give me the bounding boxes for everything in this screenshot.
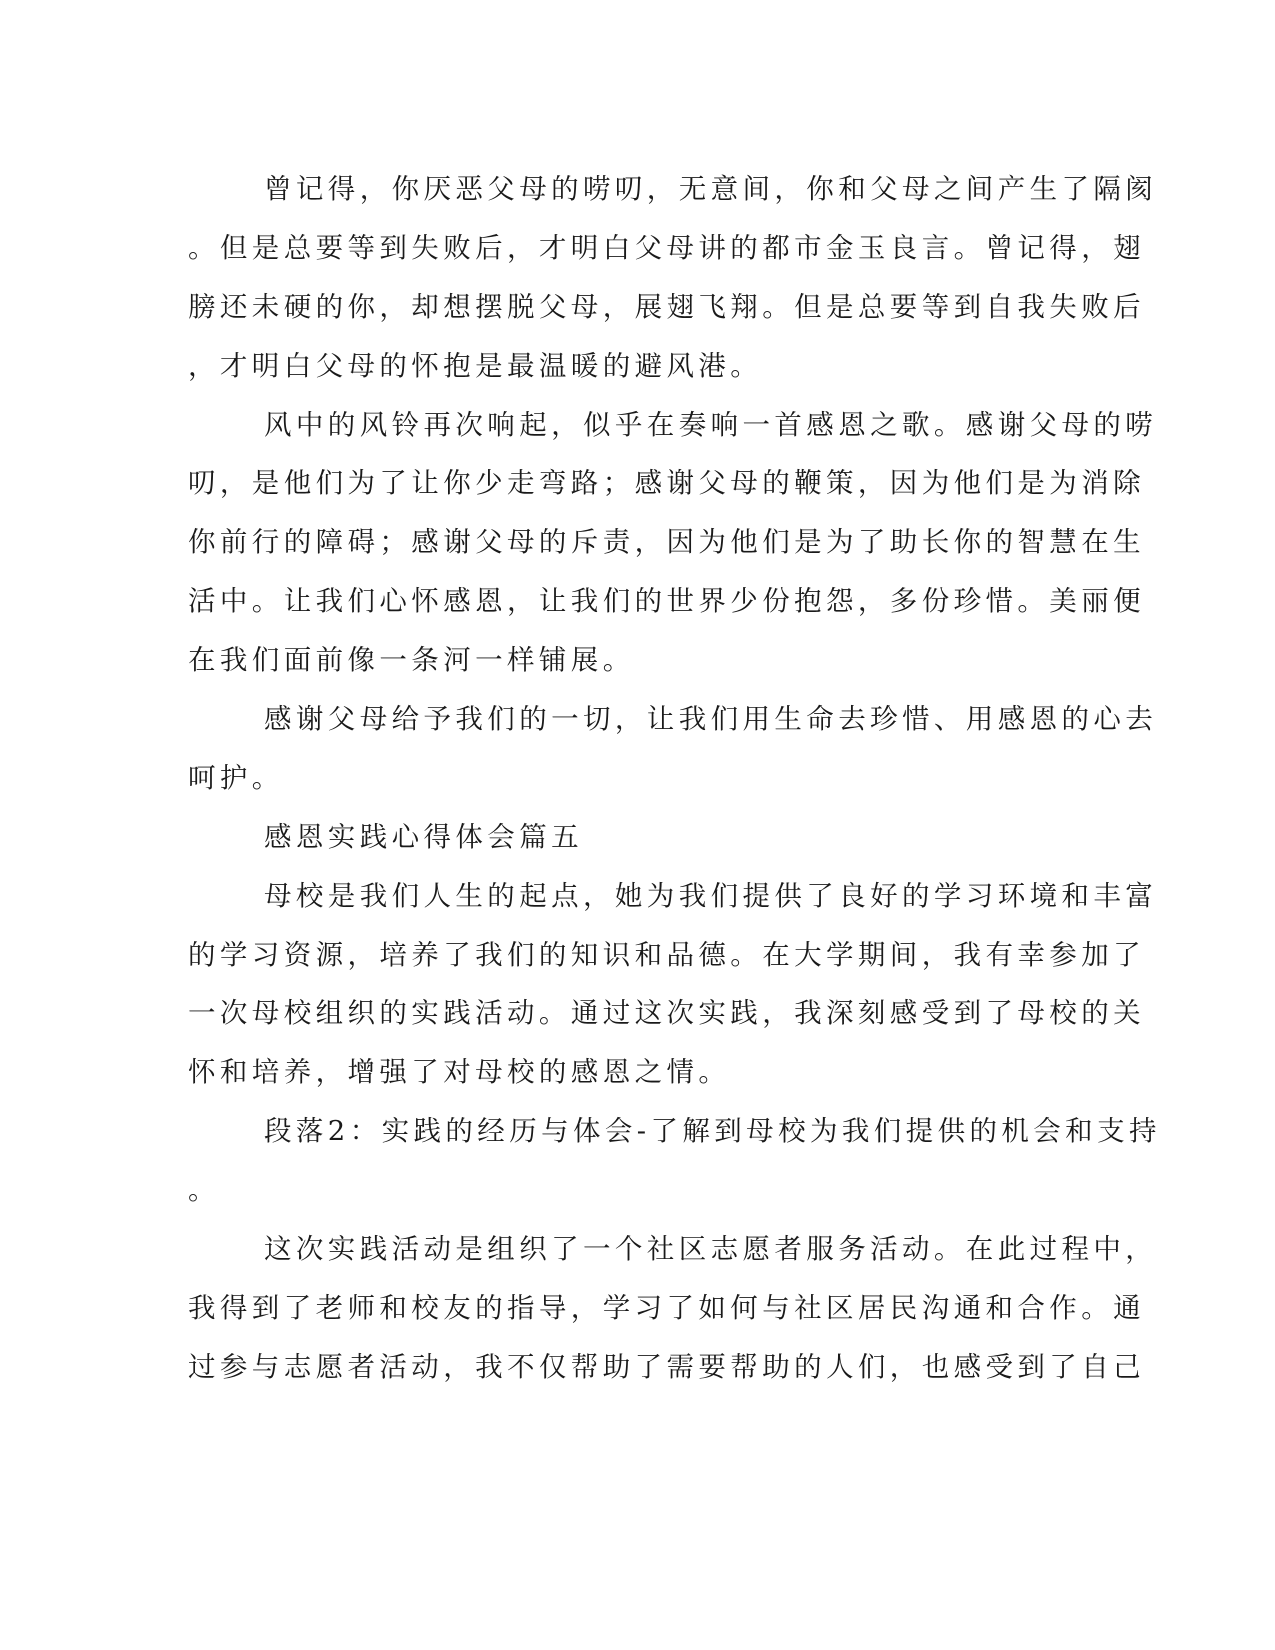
text-line: 你前行的障碍；感谢父母的斥责，因为他们是为了助长你的智慧在生 [188, 526, 1145, 559]
text-line: 我得到了老师和校友的指导，学习了如何与社区居民沟通和合作。通 [188, 1291, 1145, 1324]
text-line: 的学习资源，培养了我们的知识和品德。在大学期间，我有幸参加了 [188, 938, 1145, 971]
text-line: 怀和培养，增强了对母校的感恩之情。 [188, 1056, 731, 1089]
text-line: 曾记得，你厌恶父母的唠叨，无意间，你和父母之间产生了隔阂 [264, 173, 1158, 205]
text-line: 这次实践活动是组织了一个社区志愿者服务活动。在此过程中， [264, 1233, 1158, 1266]
text-line: 。但是总要等到失败后，才明白父母讲的都市金玉良言。曾记得，翅 [188, 231, 1145, 264]
text-line: 母校是我们人生的起点，她为我们提供了良好的学习环境和丰富 [264, 879, 1158, 912]
text-line: 在我们面前像一条河一样铺展。 [188, 644, 635, 677]
text-line: 段落2：实践的经历与体会-了解到母校为我们提供的机会和支持 [264, 1115, 1161, 1148]
section-heading: 感恩实践心得体会篇五 [264, 820, 583, 853]
text-line: 呵护。 [188, 761, 284, 794]
text-line: 风中的风铃再次响起，似乎在奏响一首感恩之歌。感谢父母的唠 [264, 408, 1158, 441]
document-body [188, 160, 1161, 1397]
text-line: 活中。让我们心怀感恩，让我们的世界少份抱怨，多份珍惜。美丽便 [188, 585, 1145, 618]
text-line: 过参与志愿者活动，我不仅帮助了需要帮助的人们，也感受到了自己 [188, 1350, 1145, 1383]
text-line: 感谢父母给予我们的一切，让我们用生命去珍惜、用感恩的心去 [264, 703, 1158, 736]
text-line: 一次母校组织的实践活动。通过这次实践，我深刻感受到了母校的关 [188, 997, 1145, 1030]
text-line: 叨，是他们为了让你少走弯路；感谢父母的鞭策，因为他们是为消除 [188, 467, 1145, 500]
text-line: ，才明白父母的怀抱是最温暖的避风港。 [188, 349, 763, 382]
text-line: 膀还未硬的你，却想摆脱父母，展翅飞翔。但是总要等到自我失败后 [188, 290, 1145, 323]
text-line: 。 [188, 1174, 220, 1207]
